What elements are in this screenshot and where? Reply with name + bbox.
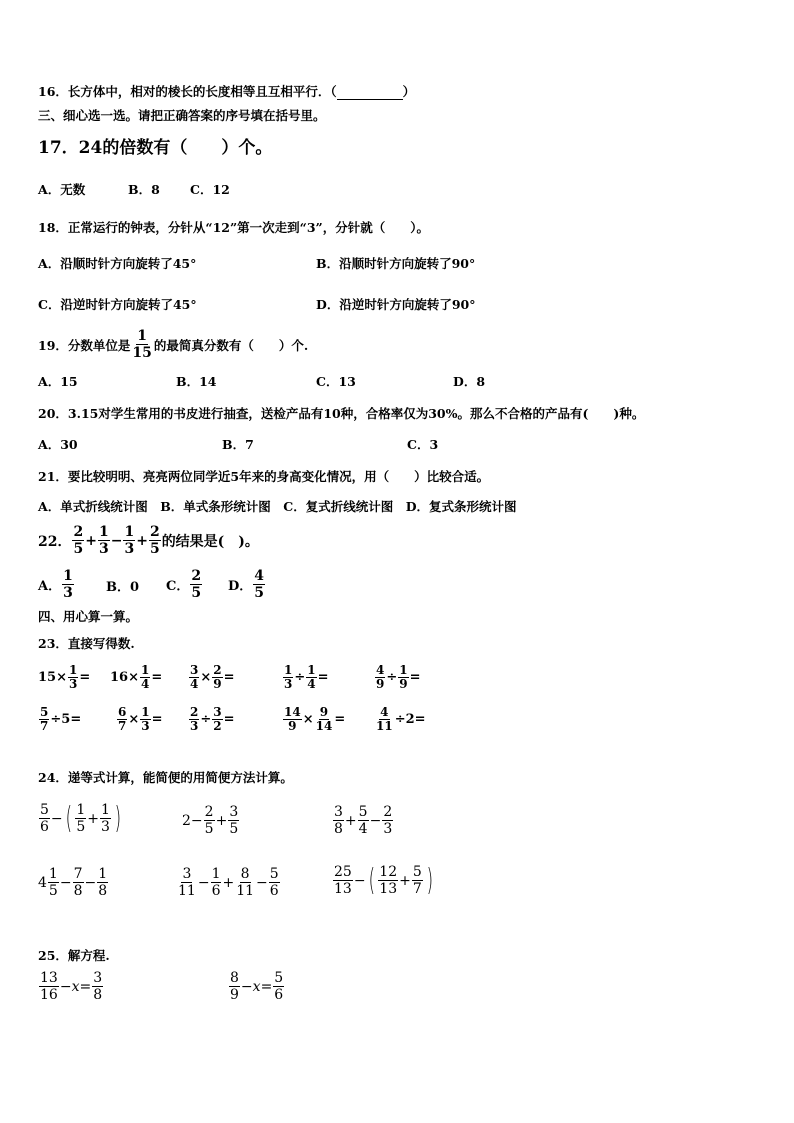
- equation-2: 8 9 − x = $\frac{5}{6}$: [230, 970, 284, 1003]
- q22-option-d[interactable]: D． 4 5: [228, 568, 265, 601]
- calc-item: 16 × $\frac{1}{4}$ =: [110, 663, 163, 691]
- q18-option-a[interactable]: A．沿顺时针方向旋转了45°: [38, 256, 197, 271]
- section-3-heading: 三、细心选一选。请把正确答案的序号填在括号里。: [38, 108, 326, 123]
- question-23: 23．直接写得数.: [38, 636, 135, 651]
- question-21: 21．要比较明明、亮亮两位同学近5年来的身高变化情况，用（ ）比较合适。: [38, 469, 490, 484]
- q17-option-a[interactable]: A．无数: [38, 182, 86, 197]
- expression-2: 2 − $\frac{2}{5}$ + $\frac{3}{5}$: [182, 804, 239, 837]
- answer-blank[interactable]: [337, 99, 403, 100]
- question-20: 20．3.15对学生常用的书皮进行抽查，送检产品有10种，合格率仅为30%。那么不合格的产品有( )种。: [38, 406, 645, 421]
- calc-item: $\frac{4}{11}$ ÷ 2 =: [376, 705, 426, 733]
- question-22: 22． 2 5 + $\frac{1}{3}$ − $\frac{1}{3}$ + $\frac{2}{5}$ 的结果是( )。: [38, 524, 259, 557]
- calc-item: $\frac{6}{7}$ × $\frac{1}{3}$ =: [118, 705, 163, 733]
- calc-item: $\frac{3}{4}$ × $\frac{2}{9}$ =: [190, 663, 235, 691]
- q17-option-b[interactable]: B．8: [128, 182, 160, 197]
- calc-item: $\frac{2}{3}$ ÷ $\frac{3}{2}$ =: [190, 705, 235, 733]
- question-19: 19．分数单位是 1 15 的最简真分数有（ ）个.: [38, 328, 309, 361]
- q18-option-c[interactable]: C．沿逆时针方向旋转了45°: [38, 297, 197, 312]
- question-18: 18．正常运行的钟表，分针从“12”第一次走到“3”，分针就（ ）。: [38, 220, 429, 235]
- question-25: 25．解方程.: [38, 948, 110, 963]
- calc-item: 15 × $\frac{1}{3}$ =: [38, 663, 91, 691]
- q18-option-b[interactable]: B．沿顺时针方向旋转了90°: [316, 256, 476, 271]
- q17-option-c[interactable]: C．12: [190, 182, 230, 197]
- question-16: 16．长方体中，相对的棱长的长度相等且互相平行．（ ）: [38, 84, 416, 99]
- calc-item: $\frac{4}{9}$ ÷ $\frac{1}{9}$ =: [376, 663, 421, 691]
- q18-option-d[interactable]: D．沿逆时针方向旋转了90°: [316, 297, 476, 312]
- fraction: 1 15: [132, 328, 152, 361]
- question-17: 17．24的倍数有（ ）个。: [38, 138, 273, 158]
- q19-option-a[interactable]: A．15: [38, 374, 78, 389]
- fraction: 2 5: [73, 524, 84, 557]
- q20-option-b[interactable]: B．7: [222, 437, 254, 452]
- fraction: $\frac{1}{3}$: [98, 524, 109, 557]
- expression-5: 3 11 − $\frac{1}{6}$ + $\frac{8}{11}$ − $\frac{5}{6}$: [178, 866, 279, 899]
- expression-6: 25 13 − ( 12 13 + $\frac{5}{7}$ ): [334, 862, 433, 898]
- q22-option-a[interactable]: A． 1 3: [38, 568, 73, 601]
- fraction: $\frac{1}{3}$: [124, 524, 135, 557]
- q22-option-b[interactable]: B．0: [106, 580, 140, 595]
- q19-option-c[interactable]: C．13: [316, 374, 356, 389]
- section-4-heading: 四、用心算一算。: [38, 609, 139, 624]
- q20-option-c[interactable]: C．3: [407, 437, 439, 452]
- question-24: 24．递等式计算，能简便的用简便方法计算。: [38, 770, 293, 785]
- expression-4: 4 1 5 − $\frac{7}{8}$ − $\frac{1}{8}$: [38, 866, 108, 899]
- q21-options[interactable]: A．单式折线统计图 B．单式条形统计图 C．复式折线统计图 D．复式条形统计图: [38, 499, 517, 514]
- q19-option-d[interactable]: D．8: [453, 374, 486, 389]
- calc-item: $\frac{14}{9}$ × $\frac{9}{14}$ =: [284, 705, 346, 733]
- q22-option-c[interactable]: C． 2 5: [166, 568, 202, 601]
- expression-3: 3 8 + $\frac{5}{4}$ − $\frac{2}{3}$: [334, 804, 393, 837]
- calc-item: $\frac{5}{7}$ ÷ 5 =: [40, 705, 82, 733]
- expression-1: 5 6 − ( 1 5 + $\frac{1}{3}$ ): [40, 800, 122, 836]
- equation-1: 13 16 − x = $\frac{3}{8}$: [40, 970, 103, 1003]
- fraction: $\frac{2}{5}$: [149, 524, 160, 557]
- q19-option-b[interactable]: B．14: [176, 374, 217, 389]
- q20-option-a[interactable]: A．30: [38, 437, 78, 452]
- calc-item: $\frac{1}{3}$ ÷ $\frac{1}{4}$ =: [284, 663, 329, 691]
